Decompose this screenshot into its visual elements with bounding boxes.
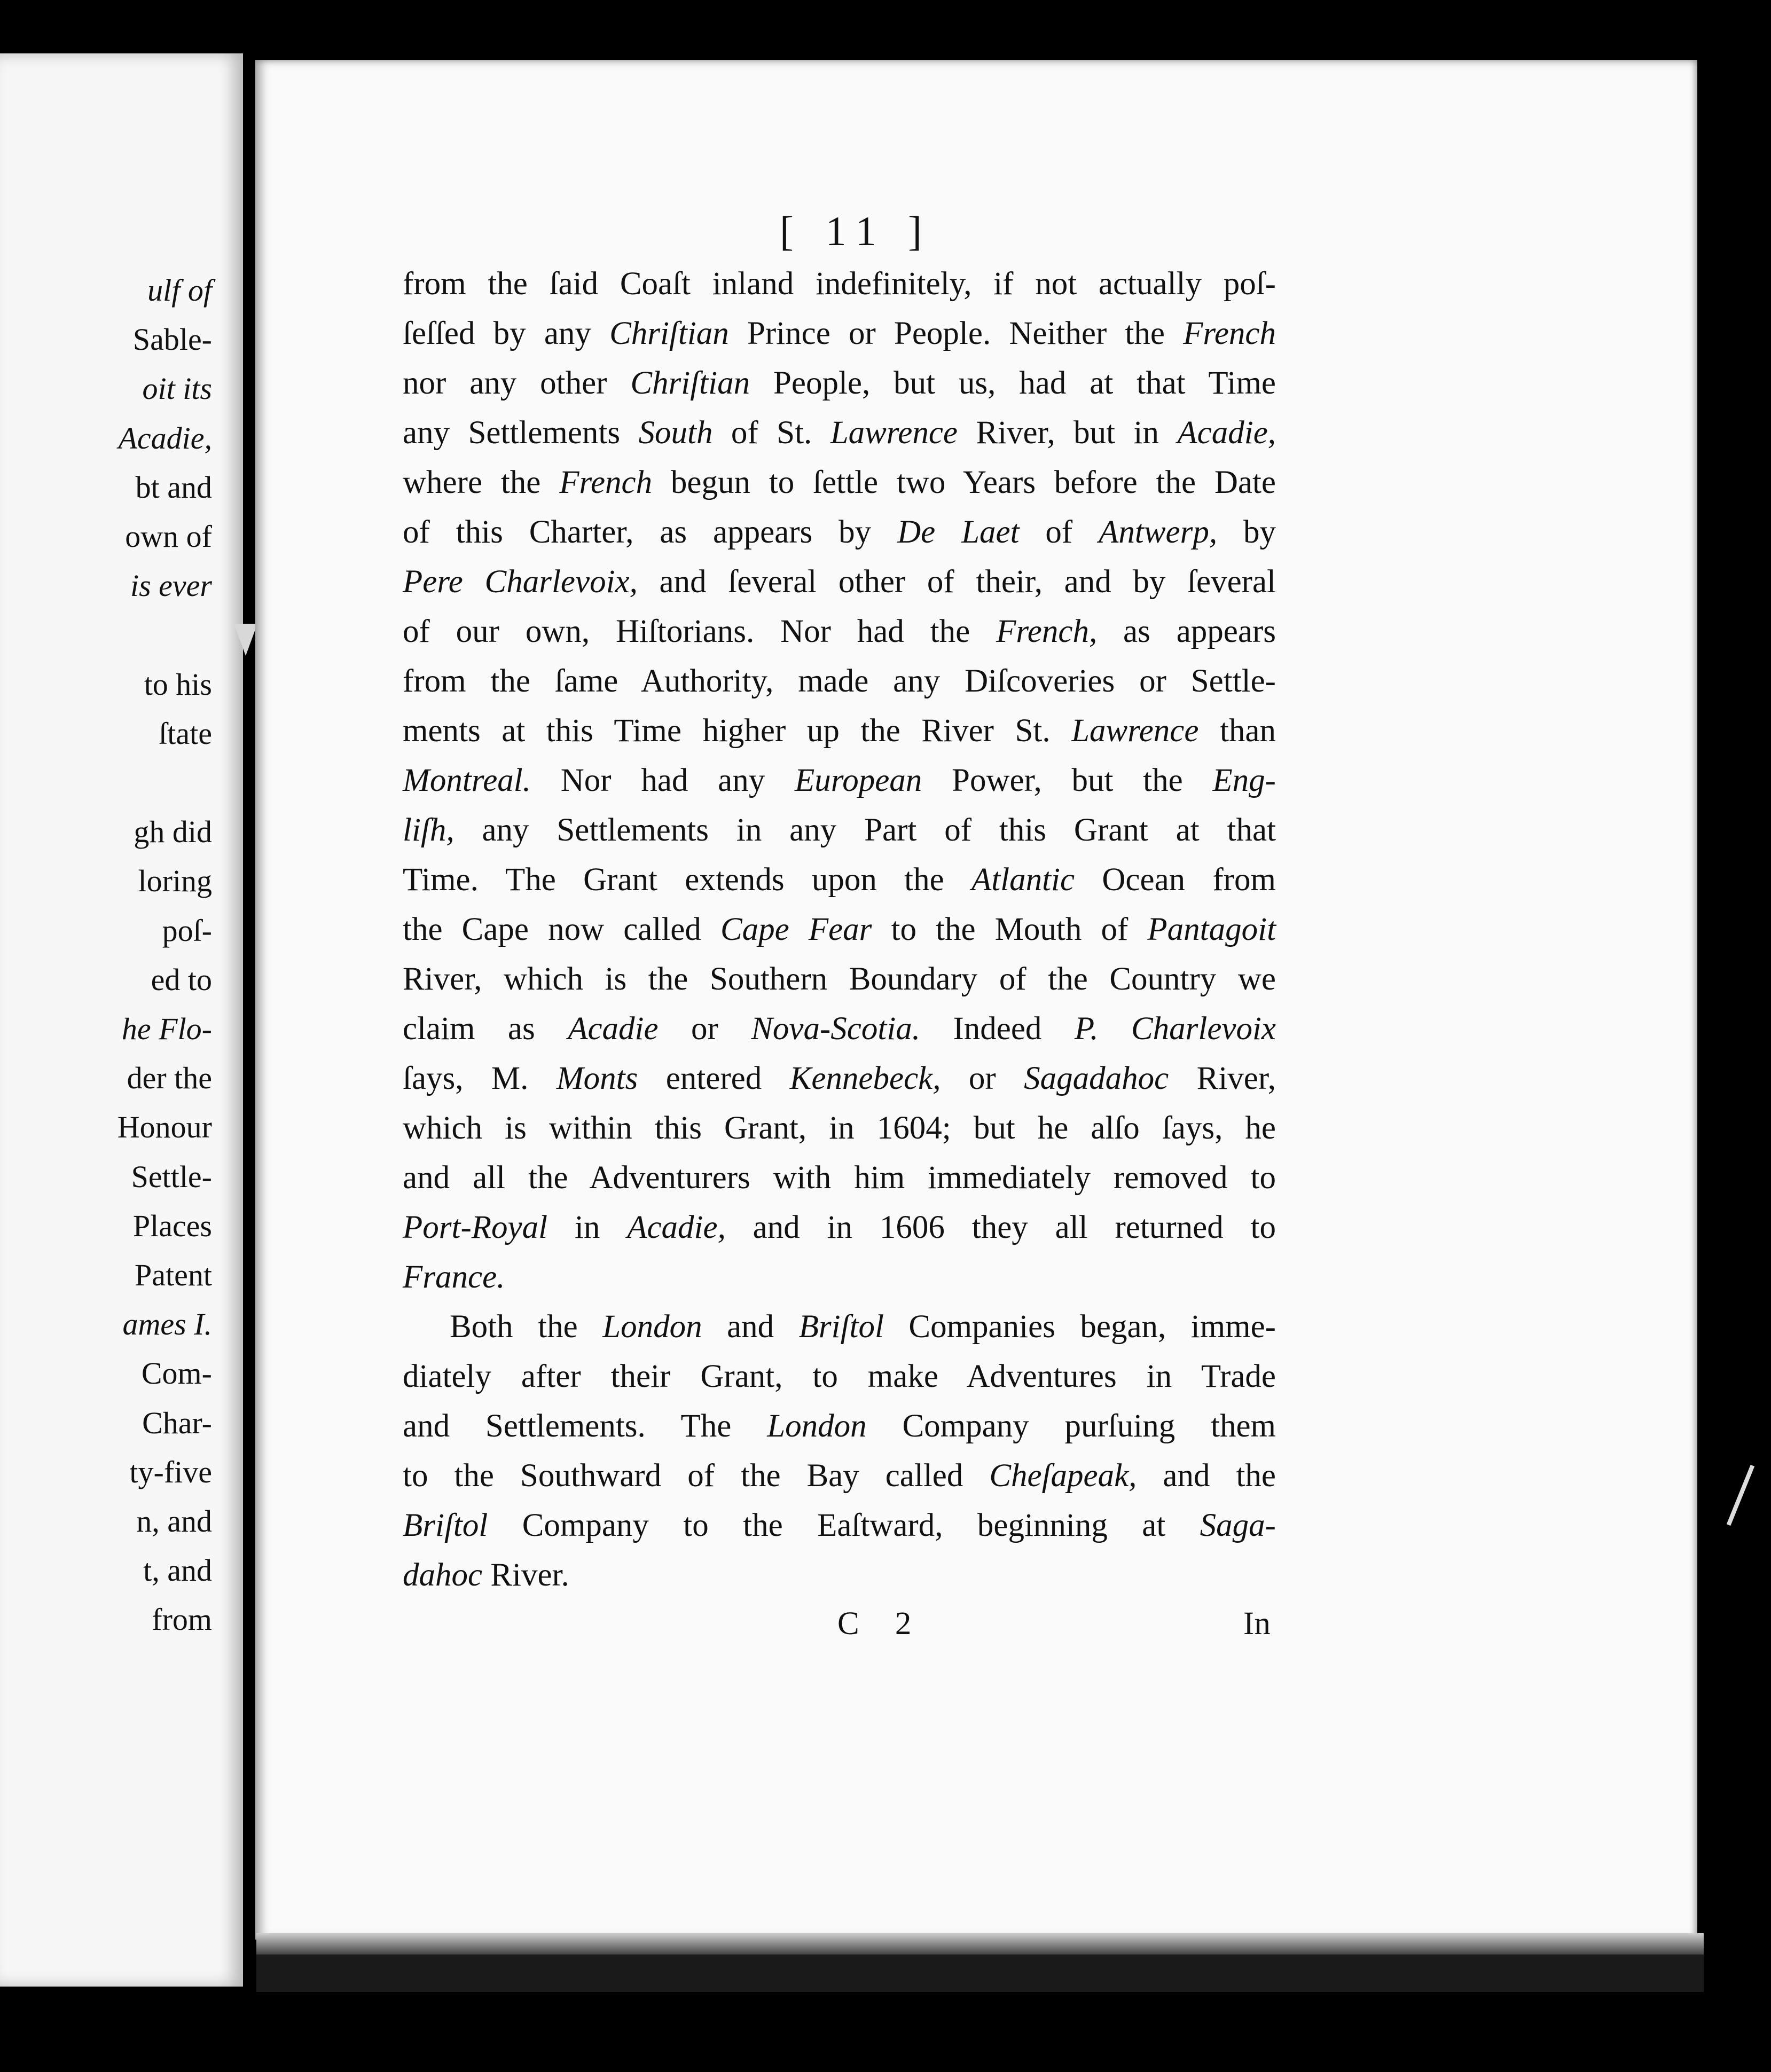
facing-page-line: loring [138,864,212,899]
italic-run: Cheſapeak, [989,1458,1137,1494]
text-run: River, [1169,1061,1276,1096]
italic-run: European [795,763,922,798]
text-line [403,358,1276,408]
italic-run: Saga- [1200,1508,1276,1543]
facing-page-line: der the [127,1061,212,1096]
text-run: ſays, M. [403,1061,557,1096]
text-run: Indeed [920,1011,1075,1047]
text-run: begun to ſettle two Years before the Date [652,465,1276,500]
paragraph-1 [403,259,1276,1302]
italic-run: dahoc [403,1557,483,1593]
text-run: People, but us, had at that Time [750,365,1276,401]
italic-run: South [638,415,713,451]
paragraph-2 [403,1302,1276,1600]
text-line [403,905,1276,954]
text-line [403,805,1276,855]
text-line [403,1352,1276,1401]
page-bottom-edge [256,1933,1704,1992]
facing-page-line: to his [144,666,212,702]
italic-run: French [559,465,653,500]
text-run: and all the Adventurers with him immediately removed to [403,1160,1276,1196]
text-run: entered [638,1061,790,1096]
text-run: Ocean from [1075,862,1276,898]
text-line [403,1501,1276,1550]
text-line [403,706,1276,756]
text-line [403,1401,1276,1451]
text-line [403,1004,1276,1054]
text-run: any Settlements in any Part of this Grant at that [454,812,1276,848]
text-run: Company purſuing them [866,1408,1276,1444]
text-run: Nor had any [531,763,795,798]
italic-run: Briſtol [798,1309,884,1345]
facing-page-line: t, and [143,1553,212,1588]
text-line [403,507,1276,557]
facing-page-line: n, and [136,1504,212,1539]
text-line [403,1153,1276,1203]
italic-run: Acadie, [1177,415,1276,451]
text-run: River. [482,1557,569,1593]
facing-page-line: Acadie, [118,420,212,456]
text-run: River, which is the Southern Boundary of the Country we [403,961,1276,997]
text-run: as appears [1097,614,1276,649]
text-run: claim as [403,1011,568,1047]
facing-page-line: Patent [135,1258,212,1292]
italic-run: liſh, [403,812,454,848]
italic-run: Montreal. [403,763,531,798]
italic-run: France. [403,1259,505,1295]
text-run: Company to the Eaſtward, beginning at [488,1508,1200,1543]
italic-run: French, [996,614,1098,649]
text-run: and the [1137,1458,1276,1494]
italic-run: Chriſtian [630,365,750,401]
italic-run: Pantagoit [1147,912,1276,947]
italic-run: De Laet [897,514,1020,550]
text-line [403,259,1276,309]
facing-page-line: own of [125,519,212,554]
italic-run: Chriſtian [609,316,729,351]
text-line [403,408,1276,458]
text-run: Time. The Grant extends upon the [403,862,971,898]
text-run: Power, but the [922,763,1213,798]
facing-page-line: ed to [151,962,212,997]
italic-run: Nova-Scotia. [751,1011,921,1047]
facing-page-line: ty-five [129,1454,212,1489]
text-line [403,607,1276,656]
facing-page-line: he Flo- [121,1011,212,1046]
text-line [403,1302,1276,1352]
text-line [403,309,1276,358]
text-run: River, but in [958,415,1178,451]
facing-page-line: Settle- [131,1159,212,1194]
italic-run: Lawrence [830,415,958,451]
text-run: diately after their Grant, to make Adventures in Trade [403,1359,1276,1394]
text-line [403,954,1276,1004]
text-run: any Settlements [403,415,639,451]
text-run: Both the [450,1309,603,1345]
scanner-mark [1727,1465,1754,1526]
text-run: which is within this Grant, in 1604; but he alſo ſays, he [403,1110,1276,1146]
text-run: nor any other [403,365,631,401]
text-run: ſeſſed by any [403,316,610,351]
text-run: from the ſame Authority, made any Diſcoveries or Settle- [403,663,1276,699]
italic-run: Acadie [568,1011,659,1047]
text-run: Companies began, imme- [883,1309,1276,1345]
italic-run: Briſtol [403,1508,488,1543]
text-run: in [547,1210,628,1245]
text-line [403,1103,1276,1153]
text-line [403,458,1276,507]
text-run: of this Charter, as appears by [403,514,898,550]
text-line [403,756,1276,805]
italic-run: Monts [556,1061,638,1096]
text-run: of [1019,514,1099,550]
text-run: where the [403,465,560,500]
facing-page-line: ames I. [122,1307,212,1342]
italic-run: Cape Fear [720,912,872,947]
text-run: by [1217,514,1276,550]
text-run: to the Mouth of [872,912,1148,947]
page-marker-notch [234,624,257,656]
italic-run: Kennebeck, [789,1061,941,1096]
text-line [403,855,1276,905]
facing-page-line: Places [132,1208,212,1243]
facing-page-fragment [0,53,243,1987]
text-line [403,557,1276,607]
italic-run: French [1183,316,1276,351]
text-line [403,1550,1276,1600]
facing-page-line: ſtate [159,716,212,751]
text-run: and Settlements. The [403,1408,767,1444]
text-run: to the Southward of the Bay called [403,1458,990,1494]
text-run: of St. [712,415,830,451]
text-run: and in 1606 they all returned to [725,1210,1276,1245]
text-run: of our own, Hiſtorians. Nor had the [403,614,997,649]
text-run: or [658,1011,751,1047]
italic-run: Sagadahoc [1024,1061,1169,1096]
text-run: or [941,1061,1024,1096]
facing-page-line: ulf of [147,273,212,308]
catchword: In [1243,1606,1271,1642]
italic-run: Eng- [1212,763,1276,798]
signature-mark: C 2 [837,1606,926,1642]
text-run: from the ſaid Coaſt inland indefinitely, if not actually poſ- [403,266,1276,302]
italic-run: Pere Charlevoix, [403,564,638,600]
facing-page-line: Char- [142,1405,212,1440]
facing-page-line: is ever [130,568,212,603]
text-line [403,1203,1276,1252]
italic-run: Acadie, [627,1210,726,1245]
italic-run: P. Charlevoix [1074,1011,1276,1047]
facing-page-line: bt and [135,469,212,505]
facing-page-line: poſ- [162,913,212,948]
facing-page-line: from [152,1602,212,1637]
facing-page-line: Com- [141,1356,212,1391]
facing-page-line: Honour [117,1110,212,1145]
italic-run: London [767,1408,867,1444]
italic-run: Antwerp, [1099,514,1218,550]
text-line [403,656,1276,706]
text-line [403,1252,1276,1302]
page-number: [ 11 ] [780,208,933,254]
text-run: than [1198,713,1276,749]
body-text [403,259,1276,1600]
text-run: Prince or People. Neither the [728,316,1184,351]
italic-run: Atlantic [971,862,1075,898]
text-run: and [702,1309,799,1345]
italic-run: Lawrence [1071,713,1199,749]
facing-page-line: gh did [134,814,212,850]
italic-run: London [602,1309,702,1345]
facing-page-line: Sable- [132,322,212,357]
italic-run: Port-Royal [403,1210,548,1245]
text-run: the Cape now called [403,912,720,947]
text-line [403,1054,1276,1103]
facing-page-line: oit its [142,371,212,406]
text-run: ments at this Time higher up the River St. [403,713,1072,749]
text-line [403,1451,1276,1501]
text-run: and ſeveral other of their, and by ſeveral [637,564,1276,600]
